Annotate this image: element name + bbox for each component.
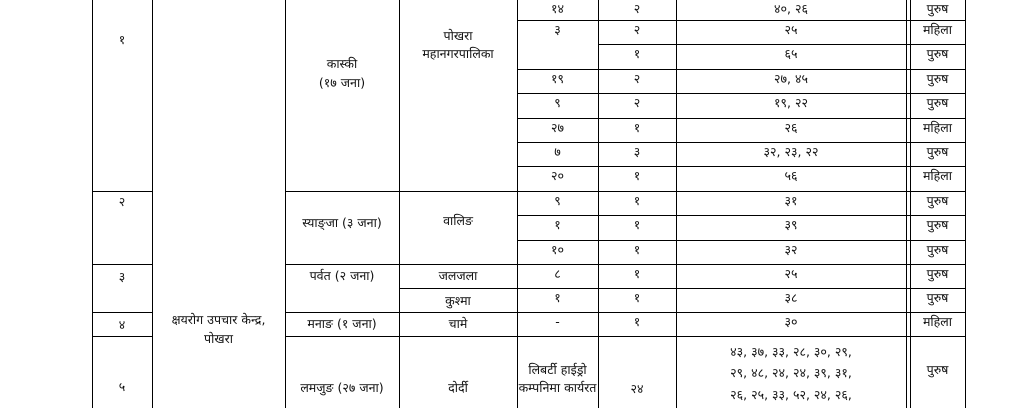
ward-number: ७	[554, 144, 561, 159]
patient-ages: ४३, ३७, ३३, २८, ३०, २९,	[730, 344, 852, 359]
ward-number: १	[554, 290, 561, 305]
patient-count: १	[633, 46, 641, 61]
patient-ages: २५	[784, 266, 798, 281]
ward-number: -	[555, 314, 560, 329]
patient-ages: ३२, २३, २२	[763, 144, 819, 159]
patient-sex: पुरुष	[926, 71, 949, 86]
patient-sex: महिला	[922, 22, 953, 37]
patient-ages: २९, ४८, २४, २४, ३९, ३१,	[730, 365, 852, 380]
district-name: पर्वत (२ जना)	[309, 268, 375, 283]
municipality-name-line2: महानगरपालिका	[422, 46, 494, 61]
group-number: ४	[118, 317, 126, 332]
group-number: ३	[118, 269, 126, 284]
treatment-center-line2: पोखरा	[204, 331, 233, 346]
patient-count: २	[633, 22, 641, 37]
patient-sex: पुरुष	[926, 362, 949, 377]
patient-count: १	[633, 314, 641, 329]
group-number: ५	[118, 379, 126, 394]
patient-count: २	[633, 95, 641, 110]
patient-sex: पुरुष	[926, 290, 949, 305]
patient-sex: पुरुष	[926, 242, 949, 257]
municipality-name: दोर्दी	[448, 380, 468, 395]
patient-count: १	[633, 168, 641, 183]
municipality-name: जलजला	[438, 268, 478, 283]
district-name: लमजुङ (२७ जना)	[300, 380, 384, 395]
patient-count: १	[633, 266, 641, 281]
patient-count: १	[633, 217, 641, 232]
ward-number: ९	[554, 95, 561, 110]
patient-ages: २६	[784, 120, 798, 135]
district-name: स्याङ्जा (३ जना)	[302, 215, 382, 230]
ward-number: ८	[554, 266, 561, 281]
patient-count: १	[633, 120, 641, 135]
patient-sex: पुरुष	[926, 217, 949, 232]
patient-count: १	[633, 290, 641, 305]
patient-ages: २५	[784, 22, 798, 37]
patient-ages: ४०, २६	[774, 1, 808, 16]
ward-number: ३	[554, 22, 561, 37]
municipality-name: चामे	[448, 316, 468, 331]
patient-ages: ६५	[784, 46, 798, 61]
municipality-name: पोखरा	[443, 28, 473, 43]
ward-number: १०	[550, 242, 564, 257]
patient-ages: ३०	[784, 314, 798, 329]
district-name: कास्की	[326, 56, 358, 71]
patient-sex: पुरुष	[926, 95, 949, 110]
ward-note: लिबर्टी हाईड्रो	[528, 362, 587, 377]
patient-sex: पुरुष	[926, 266, 949, 281]
patient-count: १	[633, 242, 641, 257]
patient-count: ३	[633, 144, 641, 159]
patient-ages: ३९	[784, 217, 798, 232]
group-number: २	[118, 194, 126, 209]
municipality-name: वालिङ	[443, 213, 473, 228]
ward-number: १४	[550, 1, 564, 16]
municipality-name: कुश्मा	[445, 293, 471, 308]
patient-ages: १९, २२	[774, 95, 808, 110]
patient-ages: ३८	[784, 290, 798, 305]
patient-ages: ५६	[784, 168, 798, 183]
patient-ages: ३२	[784, 242, 798, 257]
patient-ages: ३१	[784, 193, 798, 208]
ward-note: कम्पनिमा कार्यरत	[518, 380, 597, 395]
patient-sex: पुरुष	[926, 46, 949, 61]
district-name: मनाङ (१ जना)	[307, 316, 377, 331]
patient-sex: महिला	[922, 120, 953, 135]
patient-sex: पुरुष	[926, 193, 949, 208]
patient-ages: २६, २५, ३३, ५२, २४, २६,	[730, 387, 852, 402]
patient-count: २४	[630, 381, 644, 396]
ward-number: ९	[554, 193, 561, 208]
ward-number: २०	[550, 168, 564, 183]
group-number: १	[118, 32, 126, 47]
patient-sex: पुरुष	[926, 1, 949, 16]
patient-count: १	[633, 193, 641, 208]
treatment-center-line1: क्षयरोग उपचार केन्द्र,	[171, 312, 266, 327]
patient-count: २	[633, 71, 641, 86]
ward-number: २७	[550, 120, 564, 135]
ward-number: १	[554, 217, 561, 232]
district-count: (१७ जना)	[318, 75, 366, 90]
ward-number: १९	[550, 71, 564, 86]
patient-sex: महिला	[922, 314, 953, 329]
patient-ages: २७, ४५	[774, 71, 808, 86]
patient-sex: महिला	[922, 168, 953, 183]
patient-count: २	[633, 1, 641, 16]
patient-sex: पुरुष	[926, 144, 949, 159]
